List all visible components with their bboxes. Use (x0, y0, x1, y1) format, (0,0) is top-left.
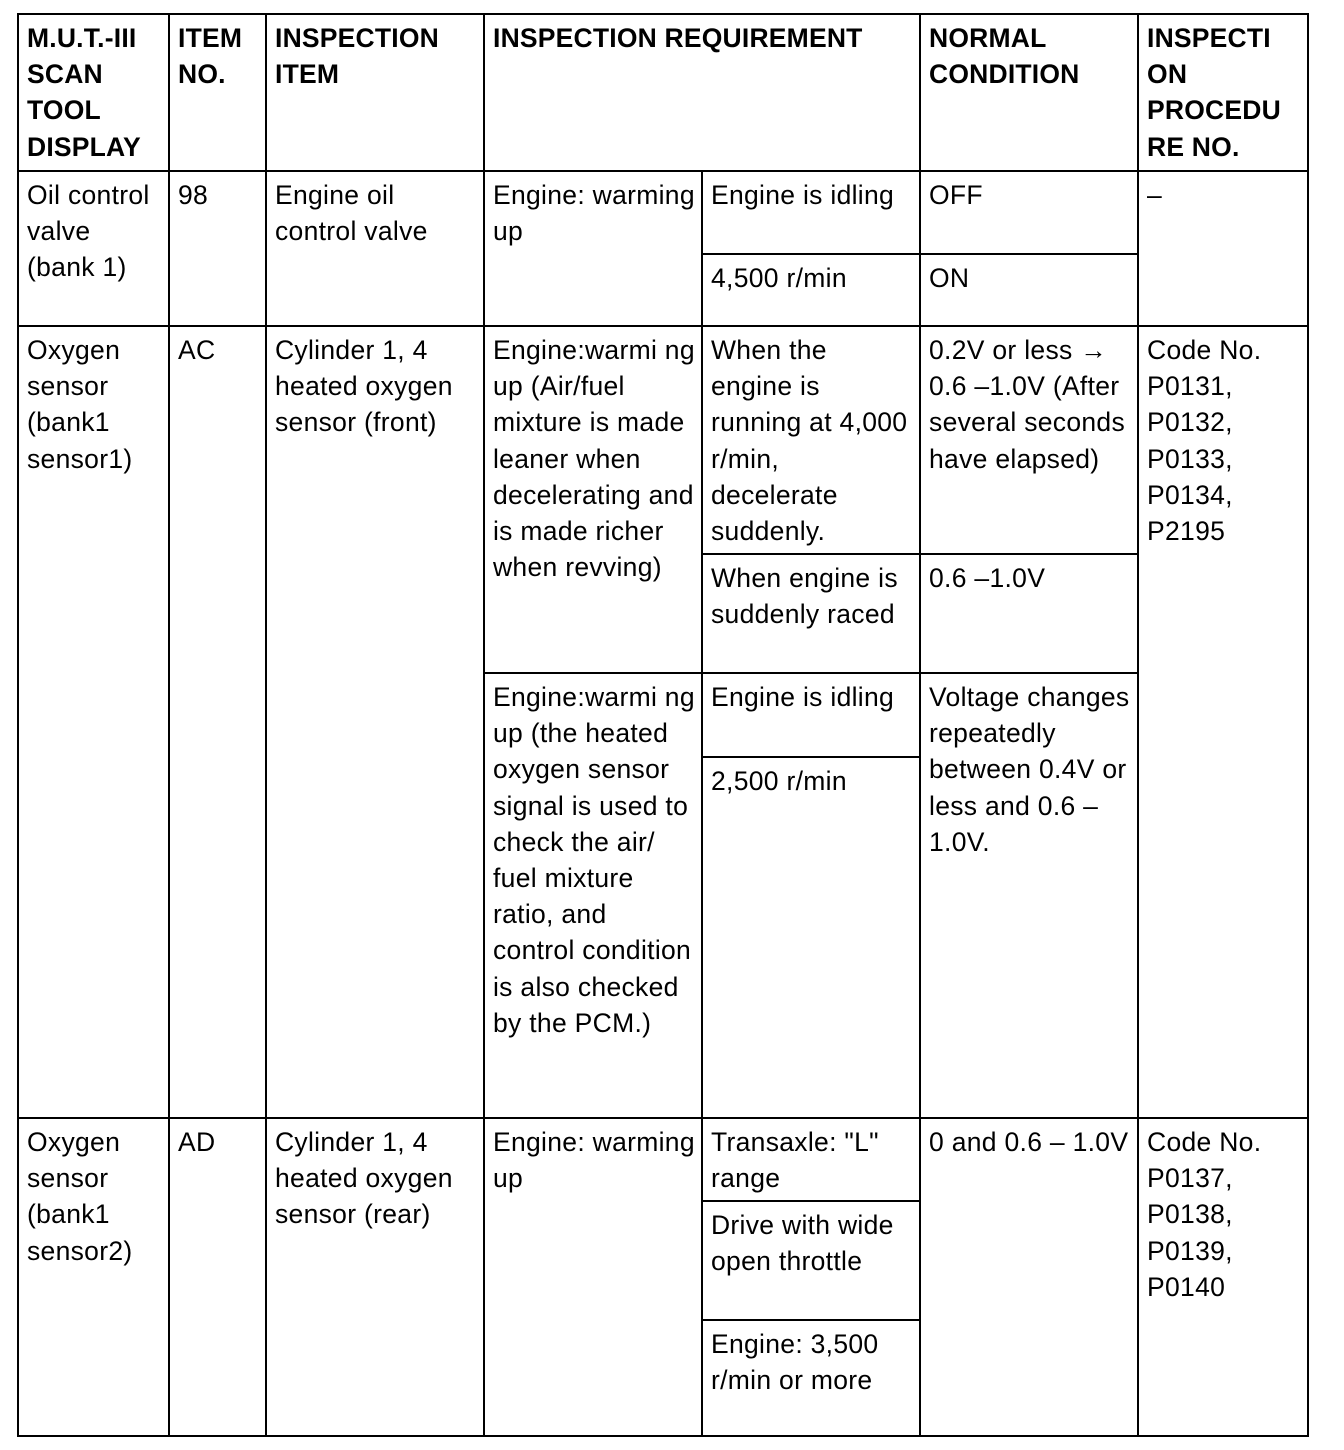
header-item-no: ITEM NO. (169, 14, 266, 171)
header-normal-condition: NORMAL CONDITION (920, 14, 1138, 171)
condition-cell: 2,500 r/min (702, 757, 920, 1118)
condition-cell: Engine is idling (702, 673, 920, 757)
header-inspection-procedure-no: INSPECTI ON PROCEDU RE NO. (1138, 14, 1308, 171)
condition-cell: Engine: 3,500 r/min or more (702, 1320, 920, 1436)
normal-condition-cell: 0.2V or less → 0.6 –1.0V (After several seconds have elapsed) (920, 326, 1138, 554)
inspection-item-cell: Cylinder 1, 4 heated oxygen sensor (front) (266, 326, 484, 1118)
condition-cell: When engine is suddenly raced (702, 554, 920, 673)
inspection-item-cell: Engine oil control valve (266, 171, 484, 326)
condition-cell: Drive with wide open throttle (702, 1201, 920, 1320)
table-row (18, 326, 1308, 554)
inspection-requirement-cell: Engine:warmi ng up (Air/fuel mixture is made leaner when decelerating and is made richer when revving) (484, 326, 702, 673)
inspection-item-cell: Cylinder 1, 4 heated oxygen sensor (rear) (266, 1118, 484, 1436)
item-no-cell: AD (169, 1118, 266, 1436)
inspection-requirement-cell: Engine:warmi ng up (the heated oxygen sensor signal is used to check the air/ fuel mixture ratio, and control condition is also checked by the PCM.) (484, 673, 702, 1118)
procedure-no-cell: Code No. P0137, P0138, P0139, P0140 (1138, 1118, 1308, 1436)
condition-cell: Transaxle: "L" range (702, 1118, 920, 1201)
item-no-cell: 98 (169, 171, 266, 326)
procedure-no-cell: – (1138, 171, 1308, 326)
normal-condition-cell: Voltage changes repeatedly between 0.4V or less and 0.6 –1.0V. (920, 673, 1138, 1118)
normal-condition-cell: 0 and 0.6 – 1.0V (920, 1118, 1138, 1436)
header-row (18, 14, 1308, 171)
scan-tool-display-cell: Oxygen sensor (bank1 sensor2) (18, 1118, 169, 1436)
normal-condition-cell: ON (920, 254, 1138, 326)
normal-condition-cell: OFF (920, 171, 1138, 254)
inspection-requirement-cell: Engine: warming up (484, 171, 702, 326)
normal-condition-cell: 0.6 –1.0V (920, 554, 1138, 673)
table-row (18, 1118, 1308, 1201)
condition-cell: Engine is idling (702, 171, 920, 254)
inspection-table (17, 13, 1309, 1437)
scan-tool-display-cell: Oil control valve (bank 1) (18, 171, 169, 326)
condition-cell: 4,500 r/min (702, 254, 920, 326)
header-scan-tool-display: M.U.T.-III SCAN TOOL DISPLAY (18, 14, 169, 171)
item-no-cell: AC (169, 326, 266, 1118)
procedure-no-cell: Code No. P0131, P0132, P0133, P0134, P2195 (1138, 326, 1308, 1118)
condition-cell: When the engine is running at 4,000 r/min, decelerate suddenly. (702, 326, 920, 554)
header-inspection-item: INSPECTION ITEM (266, 14, 484, 171)
header-inspection-requirement: INSPECTION REQUIREMENT (484, 14, 920, 171)
table-row (18, 171, 1308, 254)
inspection-requirement-cell: Engine: warming up (484, 1118, 702, 1436)
scan-tool-display-cell: Oxygen sensor (bank1 sensor1) (18, 326, 169, 1118)
